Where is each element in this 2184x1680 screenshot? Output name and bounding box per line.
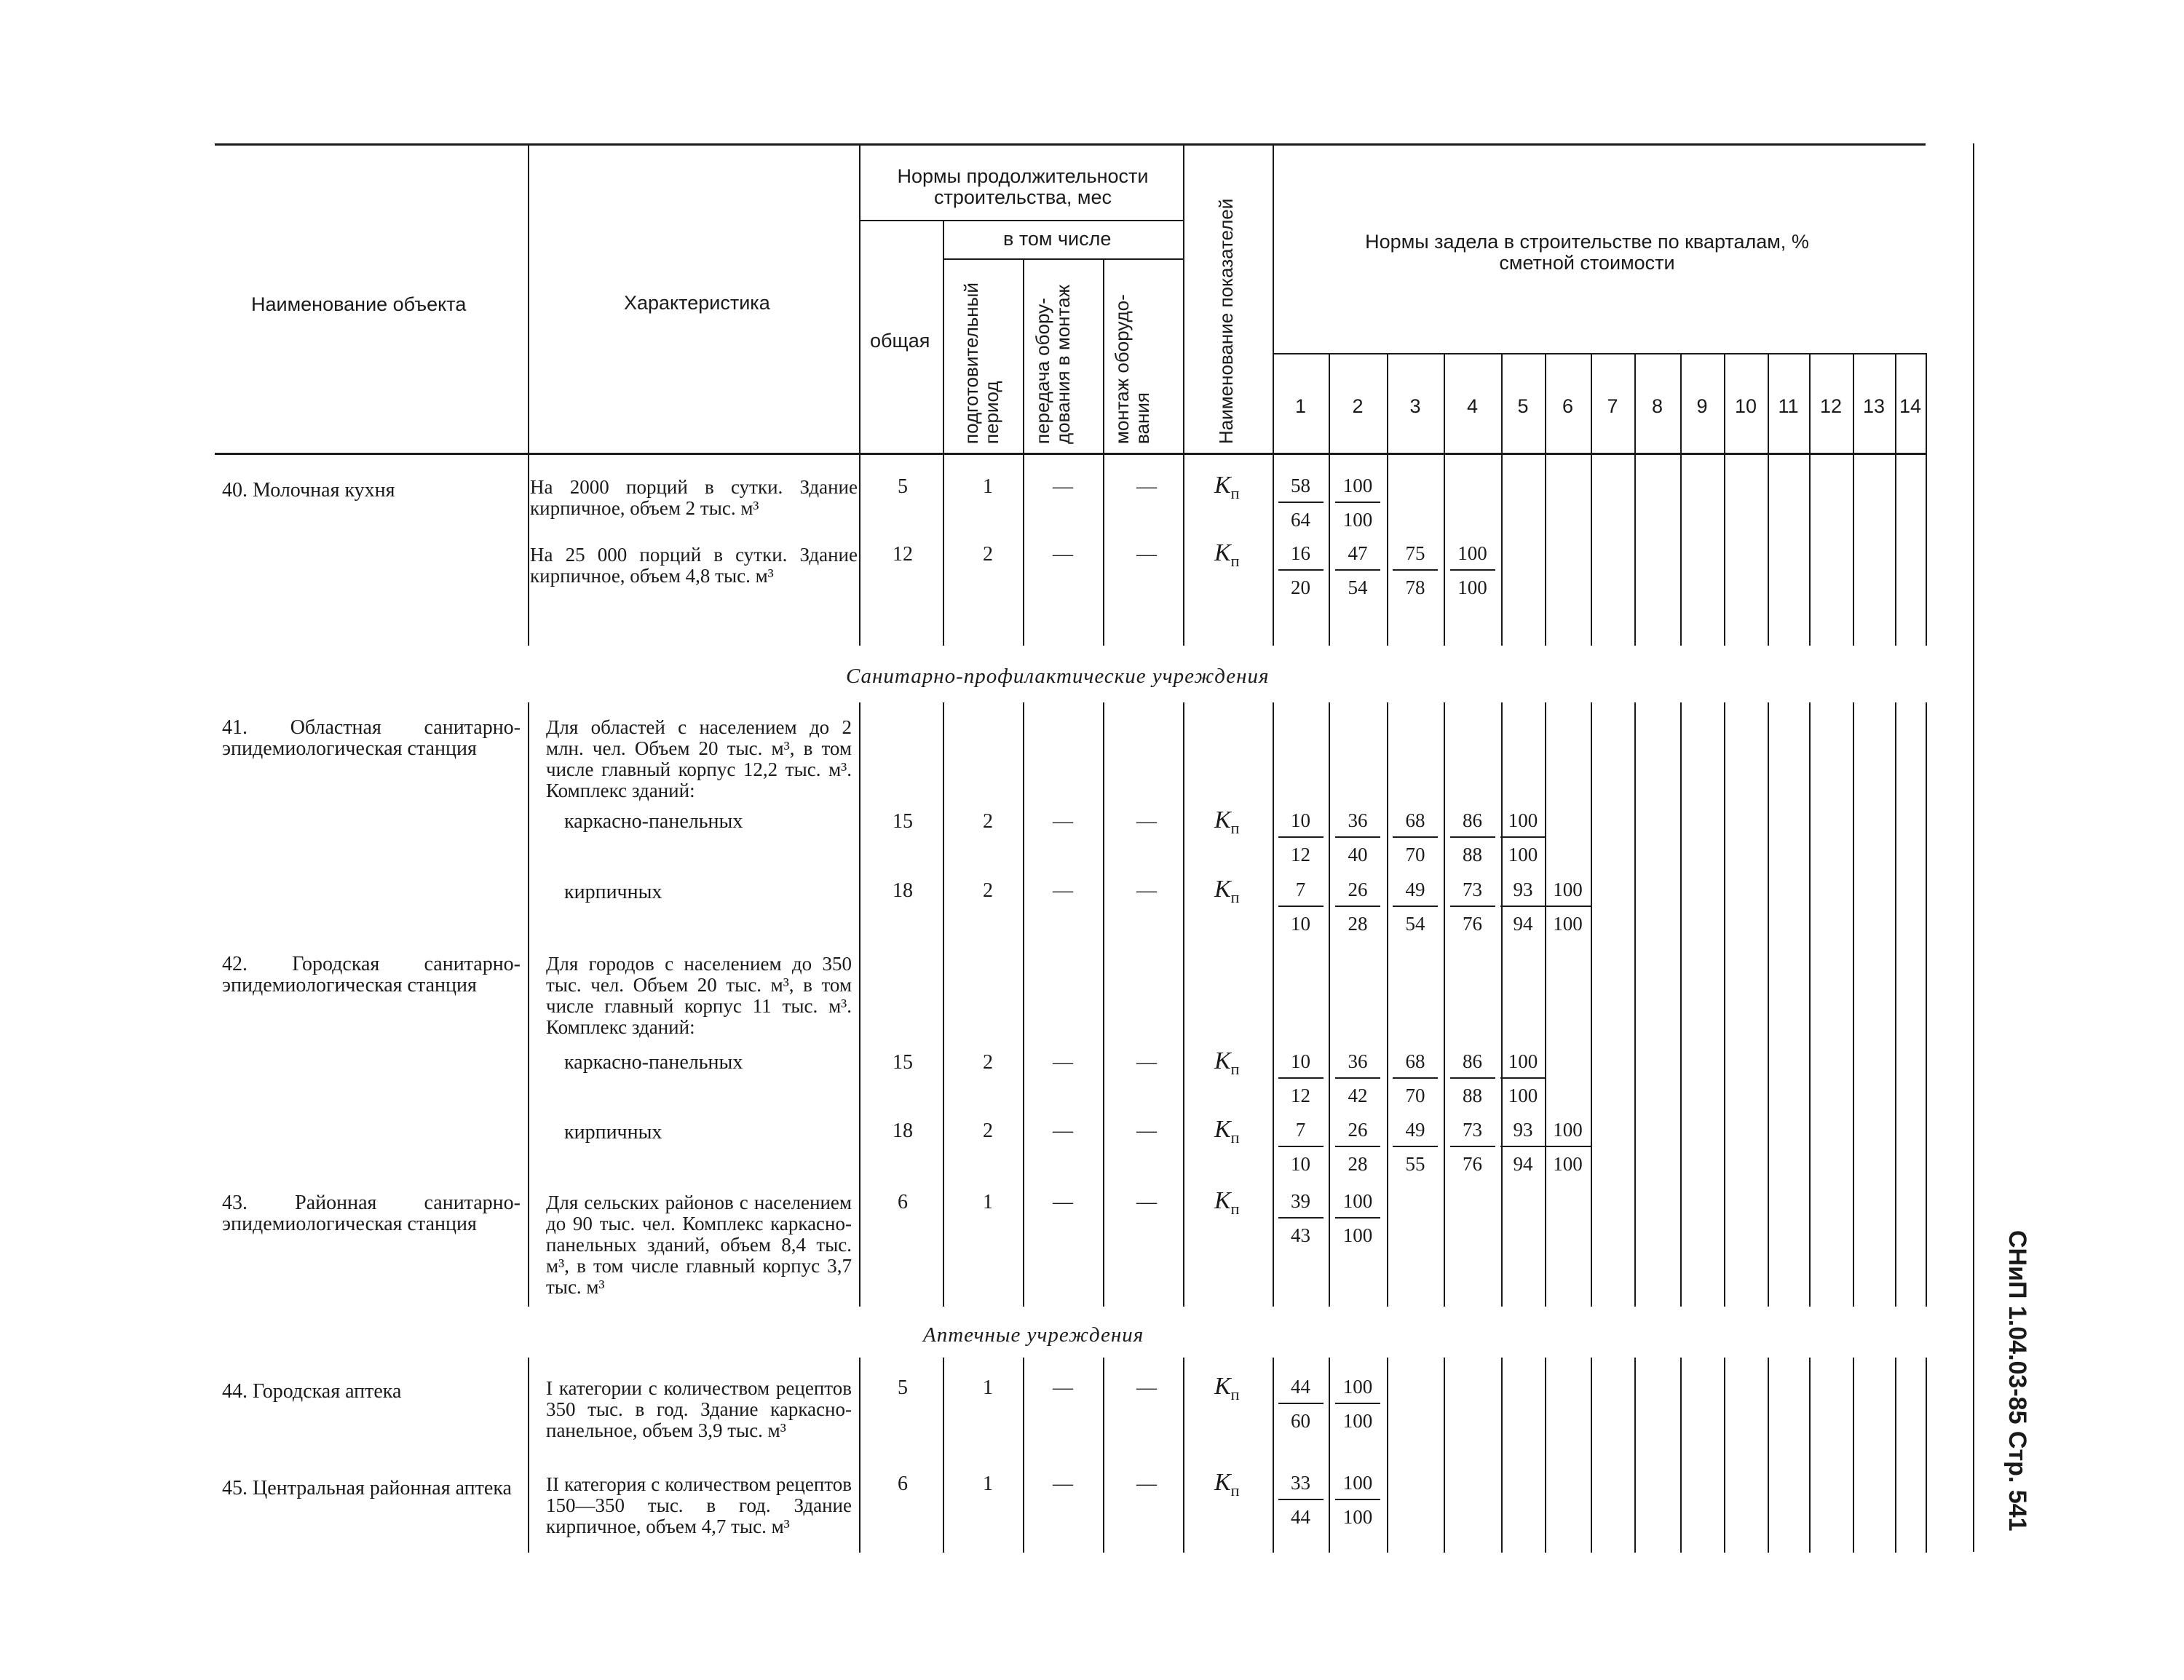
col-sep: [859, 702, 860, 1307]
backlog-q2: [1335, 1190, 1380, 1247]
backlog-value-bottom: 100: [1457, 576, 1487, 598]
header-total: общая: [870, 330, 930, 352]
object-name: 41. Областная санитарно-эпидемиологическая станция: [222, 716, 521, 760]
backlog-q2: [1335, 809, 1380, 866]
equipment-transfer-dash: —: [1053, 543, 1073, 566]
backlog-q2: [1335, 1050, 1380, 1107]
equipment-transfer-dash: —: [1053, 475, 1073, 498]
backlog-value-top: 10: [1278, 809, 1324, 838]
kp-k: К: [1214, 807, 1231, 833]
quarter-col-sep: [1501, 1358, 1503, 1553]
duration-preparatory: 2: [983, 810, 993, 833]
duration-preparatory: 2: [983, 1120, 993, 1142]
equipment-transfer-dash: —: [1053, 1120, 1073, 1142]
quarter-col-sep: [1591, 702, 1592, 1307]
duration-total: 5: [898, 475, 908, 498]
col-sep: [1273, 1358, 1274, 1553]
backlog-q1: [1278, 475, 1324, 531]
backlog-value-top: 100: [1450, 542, 1495, 571]
backlog-q6: [1546, 1119, 1591, 1176]
backlog-value-bottom: 70: [1405, 1085, 1425, 1106]
duration-total: 6: [898, 1473, 908, 1495]
equipment-transfer-dash: —: [1053, 810, 1073, 833]
quarter-label-6: 6: [1562, 395, 1574, 417]
section-sanitary: Санитарно-профилактические учреждения: [846, 665, 1270, 688]
kp-k: К: [1214, 1187, 1231, 1214]
indicator-kp: [1214, 1189, 1239, 1217]
kp-p: п: [1230, 483, 1240, 502]
quarter-label-10: 10: [1734, 395, 1757, 417]
backlog-value-top: 58: [1278, 475, 1324, 503]
quarter-label-5: 5: [1517, 395, 1529, 417]
backlog-q3: [1393, 1119, 1438, 1176]
col-sep: [1273, 702, 1274, 1307]
object-characteristic: На 25 000 порций в сутки. Здание кирпичное, объем 4,8 тыс. м³: [530, 544, 858, 587]
backlog-value-bottom: 28: [1348, 1153, 1368, 1175]
quarter-col-sep: [1853, 1358, 1854, 1553]
backlog-value-bottom: 55: [1405, 1153, 1425, 1175]
duration-preparatory: 2: [983, 1051, 993, 1074]
backlog-value-bottom: 78: [1405, 576, 1425, 598]
backlog-value-bottom: 20: [1291, 576, 1310, 598]
backlog-value-top: 10: [1278, 1050, 1324, 1079]
kp-k: К: [1214, 1469, 1231, 1496]
backlog-q5: [1500, 879, 1546, 935]
kp-p: п: [1230, 818, 1240, 837]
backlog-value-top: 73: [1450, 879, 1495, 907]
backlog-value-top: 26: [1335, 879, 1380, 907]
backlog-value-bottom: 100: [1508, 844, 1538, 865]
backlog-value-top: 33: [1278, 1472, 1324, 1500]
backlog-value-bottom: 94: [1513, 913, 1533, 935]
backlog-value-top: 7: [1278, 879, 1324, 907]
section-pharmacy: Аптечные учреждения: [923, 1323, 1144, 1347]
equipment-transfer-dash: —: [1053, 1473, 1073, 1495]
backlog-q1: [1278, 1119, 1324, 1176]
col-sep: [1273, 143, 1274, 646]
quarter-col-sep: [1768, 702, 1769, 1307]
backlog-value-top: 100: [1335, 1472, 1380, 1500]
equipment-install-dash: —: [1136, 1191, 1157, 1213]
backlog-q1: [1278, 1190, 1324, 1247]
kp-k: К: [1214, 876, 1231, 903]
backlog-q1: [1278, 879, 1324, 935]
indicator-kp: [1214, 1117, 1239, 1146]
kp-p: п: [1230, 1128, 1240, 1146]
backlog-value-bottom: 10: [1291, 1153, 1310, 1175]
indicator-kp: [1214, 1049, 1239, 1077]
quarter-label-2: 2: [1352, 395, 1364, 417]
header-characteristic: Характеристика: [624, 292, 770, 314]
backlog-value-bottom: 100: [1553, 913, 1583, 935]
backlog-q3: [1393, 809, 1438, 866]
duration-preparatory: 1: [983, 475, 993, 498]
backlog-q1: [1278, 1376, 1324, 1433]
backlog-value-top: 100: [1546, 1119, 1591, 1147]
quarter-col-sep: [1809, 1358, 1811, 1553]
col-sep: [943, 220, 944, 646]
indicator-kp: [1214, 1374, 1239, 1403]
quarter-col-sep: [1895, 702, 1896, 1307]
equipment-transfer-dash: —: [1053, 879, 1073, 902]
duration-preparatory: 1: [983, 1376, 993, 1399]
backlog-value-top: 100: [1335, 1376, 1380, 1404]
header-bottom-rule: [215, 453, 1926, 455]
backlog-value-top: 75: [1393, 542, 1438, 571]
quarter-col-sep: [1634, 1358, 1636, 1553]
backlog-q2: [1335, 1472, 1380, 1529]
header-equipment-transfer: [1032, 258, 1073, 444]
backlog-q2: [1335, 542, 1380, 599]
duration-total: 15: [893, 810, 913, 833]
backlog-q4: [1450, 542, 1495, 599]
quarter-label-14: 14: [1899, 395, 1922, 417]
backlog-q5: [1500, 1119, 1546, 1176]
quarter-label-9: 9: [1696, 395, 1708, 417]
equipment-install-dash: —: [1136, 1473, 1157, 1495]
backlog-value-top: 36: [1335, 809, 1380, 838]
backlog-value-top: 100: [1335, 475, 1380, 503]
backlog-value-top: 100: [1335, 1190, 1380, 1219]
quarter-col-sep: [1545, 1358, 1546, 1553]
complex-type: кирпичных: [564, 881, 662, 903]
col-sep: [1183, 143, 1184, 646]
backlog-value-bottom: 100: [1508, 1085, 1538, 1106]
backlog-value-bottom: 42: [1348, 1085, 1368, 1106]
duration-total: 12: [893, 543, 913, 566]
col-sep: [859, 143, 860, 646]
equipment-install-dash: —: [1136, 810, 1157, 833]
complex-type: каркасно-панельных: [564, 1051, 743, 1074]
quarters-header-rule: [1273, 353, 1926, 354]
quarter-col-sep: [1329, 702, 1330, 1307]
duration-total: 18: [893, 879, 913, 902]
header-equipment-transfer-text: передача обору- дования в монтаж: [1032, 285, 1074, 444]
backlog-value-top: 47: [1335, 542, 1380, 571]
object-characteristic: На 2000 порций в сутки. Здание кирпичное, объем 2 тыс. м³: [530, 476, 858, 519]
backlog-q2: [1335, 1376, 1380, 1433]
equipment-transfer-dash: —: [1053, 1376, 1073, 1399]
equipment-install-dash: —: [1136, 1120, 1157, 1142]
col-sep: [1103, 1358, 1104, 1553]
backlog-value-bottom: 12: [1291, 844, 1310, 865]
duration-total: 5: [898, 1376, 908, 1399]
duration-preparatory: 1: [983, 1191, 993, 1213]
backlog-value-top: 26: [1335, 1119, 1380, 1147]
col-sep: [1023, 702, 1024, 1307]
backlog-q1: [1278, 809, 1324, 866]
quarter-col-sep: [1926, 702, 1927, 1307]
header-indicator-name: [1216, 199, 1236, 444]
backlog-value-top: 100: [1500, 809, 1546, 838]
duration-preparatory: 1: [983, 1473, 993, 1495]
right-border: [1973, 143, 1974, 1552]
backlog-q2: [1335, 475, 1380, 531]
header-including: в том числе: [1003, 228, 1112, 250]
duration-preparatory: 2: [983, 879, 993, 902]
object-name: 44. Городская аптека: [222, 1380, 402, 1403]
backlog-value-top: 86: [1450, 809, 1495, 838]
backlog-value-top: 44: [1278, 1376, 1324, 1404]
backlog-value-bottom: 54: [1405, 913, 1425, 935]
quarter-col-sep: [1926, 1358, 1927, 1553]
col-sep: [1023, 1358, 1024, 1553]
page-side-label: СНиП 1.04.03-85 Стр. 541: [2003, 1230, 2031, 1532]
backlog-value-bottom: 64: [1291, 509, 1310, 531]
backlog-q4: [1450, 1050, 1495, 1107]
col-sep: [1023, 258, 1024, 646]
kp-p: п: [1230, 1384, 1240, 1403]
quarter-label-7: 7: [1607, 395, 1618, 417]
backlog-value-bottom: 100: [1342, 1224, 1373, 1246]
backlog-value-bottom: 43: [1291, 1224, 1310, 1246]
equipment-install-dash: —: [1136, 879, 1157, 902]
equipment-install-dash: —: [1136, 1376, 1157, 1399]
quarter-col-sep: [1680, 1358, 1682, 1553]
header-preparatory-period: [961, 258, 1002, 444]
quarter-label-13: 13: [1862, 395, 1886, 417]
quarter-label-11: 11: [1778, 395, 1799, 417]
header-indicator-text: Наименование показателей: [1215, 198, 1237, 444]
backlog-value-top: 93: [1500, 1119, 1546, 1147]
kp-k: К: [1214, 1373, 1231, 1400]
object-characteristic: Для городов с населением до 350 тыс. чел. Объем 20 тыс. м³, в том числе главный корпус 11 тыс. м³. Комплекс зданий:: [546, 953, 852, 1038]
backlog-value-bottom: 76: [1463, 913, 1482, 935]
backlog-q6: [1546, 879, 1591, 935]
quarter-col-sep: [1895, 1358, 1896, 1553]
kp-p: п: [1230, 887, 1240, 906]
backlog-value-bottom: 76: [1463, 1153, 1482, 1175]
backlog-q5: [1500, 809, 1546, 866]
backlog-value-top: 100: [1500, 1050, 1546, 1079]
quarter-col-sep: [1444, 1358, 1445, 1553]
backlog-value-bottom: 60: [1291, 1410, 1310, 1432]
duration-header-rule: [859, 220, 1183, 221]
quarter-col-sep: [1634, 702, 1636, 1307]
object-characteristic: I категории с количеством рецептов 350 тыс. в год. Здание каркасно-панельное, объем 3,9 тыс. м³: [546, 1377, 852, 1441]
backlog-value-bottom: 70: [1405, 844, 1425, 865]
backlog-value-top: 100: [1546, 879, 1591, 907]
kp-k: К: [1214, 1047, 1231, 1074]
quarter-col-sep: [1329, 353, 1330, 646]
quarter-label-1: 1: [1294, 395, 1307, 417]
quarter-col-sep: [1853, 702, 1854, 1307]
backlog-value-bottom: 44: [1291, 1506, 1310, 1528]
backlog-q2: [1335, 879, 1380, 935]
backlog-value-bottom: 88: [1463, 1085, 1482, 1106]
top-rule: [215, 143, 1926, 146]
header-preparatory-text: подготовительный период: [960, 282, 1002, 444]
indicator-kp: [1214, 1470, 1239, 1499]
backlog-q1: [1278, 1050, 1324, 1107]
backlog-value-bottom: 54: [1348, 576, 1368, 598]
backlog-value-top: 49: [1393, 879, 1438, 907]
col-sep: [528, 702, 529, 1307]
duration-total: 18: [893, 1120, 913, 1142]
quarter-col-sep: [1387, 353, 1388, 646]
backlog-q3: [1393, 1050, 1438, 1107]
backlog-value-bottom: 88: [1463, 844, 1482, 865]
backlog-q4: [1450, 879, 1495, 935]
quarter-col-sep: [1724, 702, 1725, 1307]
backlog-q5: [1500, 1050, 1546, 1107]
backlog-value-top: 68: [1393, 809, 1438, 838]
header-equipment-install-text: монтаж оборудо- вания: [1111, 294, 1153, 444]
backlog-q4: [1450, 809, 1495, 866]
object-name: 43. Районная санитарно-эпидемиологическая станция: [222, 1192, 521, 1235]
quarter-col-sep: [1591, 1358, 1592, 1553]
backlog-value-top: 36: [1335, 1050, 1380, 1079]
col-sep: [943, 702, 944, 1307]
col-sep: [943, 1358, 944, 1553]
backlog-value-top: 73: [1450, 1119, 1495, 1147]
quarter-label-4: 4: [1466, 395, 1479, 417]
object-name: 45. Центральная районная аптека: [222, 1477, 512, 1499]
equipment-install-dash: —: [1136, 1051, 1157, 1074]
equipment-transfer-dash: —: [1053, 1191, 1073, 1213]
quarter-label-8: 8: [1651, 395, 1663, 417]
backlog-q1: [1278, 1472, 1324, 1529]
quarter-col-sep: [1501, 702, 1503, 1307]
header-duration-norms: Нормы продолжительности строительства, мес: [897, 165, 1149, 208]
backlog-value-top: 93: [1500, 879, 1546, 907]
kp-k: К: [1214, 539, 1231, 566]
backlog-value-top: 68: [1393, 1050, 1438, 1079]
col-sep: [528, 1358, 529, 1553]
backlog-value-top: 16: [1278, 542, 1324, 571]
indicator-kp: [1214, 541, 1239, 569]
kp-k: К: [1214, 1116, 1231, 1143]
header-backlog-norms: Нормы задела в строительстве по кварталам, % сметной стоимости: [1365, 231, 1809, 274]
object-characteristic: II категория с количеством рецептов 150—350 тыс. в год. Здание кирпичное, объем 4,7 тыс. м³: [546, 1473, 852, 1537]
quarter-col-sep: [1768, 1358, 1769, 1553]
col-sep: [1183, 1358, 1184, 1553]
backlog-q2: [1335, 1119, 1380, 1176]
equipment-install-dash: —: [1136, 475, 1157, 498]
header-object-name: Наименование объекта: [251, 293, 467, 315]
backlog-value-bottom: 100: [1342, 509, 1373, 531]
header-equipment-install: [1112, 258, 1152, 444]
backlog-q3: [1393, 879, 1438, 935]
quarter-col-sep: [1724, 1358, 1725, 1553]
backlog-q4: [1450, 1119, 1495, 1176]
quarter-label-12: 12: [1819, 395, 1843, 417]
object-characteristic: Для областей с населением до 2 млн. чел. Объем 20 тыс. м³, в том числе главный корпус 12,2 тыс. м³. Комплекс зданий:: [546, 716, 852, 801]
quarter-label-3: 3: [1409, 395, 1421, 417]
backlog-value-bottom: 40: [1348, 844, 1368, 865]
backlog-value-bottom: 100: [1342, 1410, 1373, 1432]
quarter-col-sep: [1444, 353, 1445, 646]
equipment-transfer-dash: —: [1053, 1051, 1073, 1074]
kp-p: п: [1230, 1059, 1240, 1078]
kp-p: п: [1230, 1481, 1240, 1499]
backlog-value-bottom: 12: [1291, 1085, 1310, 1106]
col-sep: [1103, 702, 1104, 1307]
complex-type: кирпичных: [564, 1121, 662, 1144]
object-name: 42. Городская санитарно-эпидемиологическая станция: [222, 953, 521, 996]
backlog-value-top: 49: [1393, 1119, 1438, 1147]
object-characteristic: Для сельских районов с населением до 90 тыс. чел. Комплекс каркасно-панельных зданий, объем 8,4 тыс. м³, в том числе главный корпус 3,7 тыс. м³: [546, 1192, 852, 1298]
quarter-col-sep: [1444, 702, 1445, 1307]
backlog-q1: [1278, 542, 1324, 599]
backlog-value-bottom: 100: [1342, 1506, 1373, 1528]
backlog-value-bottom: 10: [1291, 913, 1310, 935]
backlog-value-top: 39: [1278, 1190, 1324, 1219]
duration-preparatory: 2: [983, 543, 993, 566]
backlog-value-bottom: 94: [1513, 1153, 1533, 1175]
backlog-q3: [1393, 542, 1438, 599]
col-sep: [528, 143, 529, 646]
kp-k: К: [1214, 472, 1231, 499]
indicator-kp: [1214, 808, 1239, 836]
complex-type: каркасно-панельных: [564, 810, 743, 833]
indicator-kp: [1214, 877, 1239, 906]
quarter-col-sep: [1387, 702, 1388, 1307]
quarter-col-sep: [1329, 1358, 1330, 1553]
backlog-value-top: 7: [1278, 1119, 1324, 1147]
kp-p: п: [1230, 1199, 1240, 1218]
col-sep: [1183, 702, 1184, 1307]
quarter-col-sep: [1809, 702, 1811, 1307]
col-sep: [1103, 258, 1104, 646]
backlog-value-bottom: 28: [1348, 913, 1368, 935]
quarter-col-sep: [1680, 702, 1682, 1307]
indicator-kp: [1214, 473, 1239, 502]
quarter-col-sep: [1387, 1358, 1388, 1553]
backlog-value-bottom: 100: [1553, 1153, 1583, 1175]
equipment-install-dash: —: [1136, 543, 1157, 566]
duration-total: 15: [893, 1051, 913, 1074]
object-name: 40. Молочная кухня: [222, 479, 395, 502]
backlog-value-top: 86: [1450, 1050, 1495, 1079]
col-sep: [859, 1358, 860, 1553]
kp-p: п: [1230, 551, 1240, 570]
duration-total: 6: [898, 1191, 908, 1213]
quarter-col-sep: [1545, 702, 1546, 1307]
